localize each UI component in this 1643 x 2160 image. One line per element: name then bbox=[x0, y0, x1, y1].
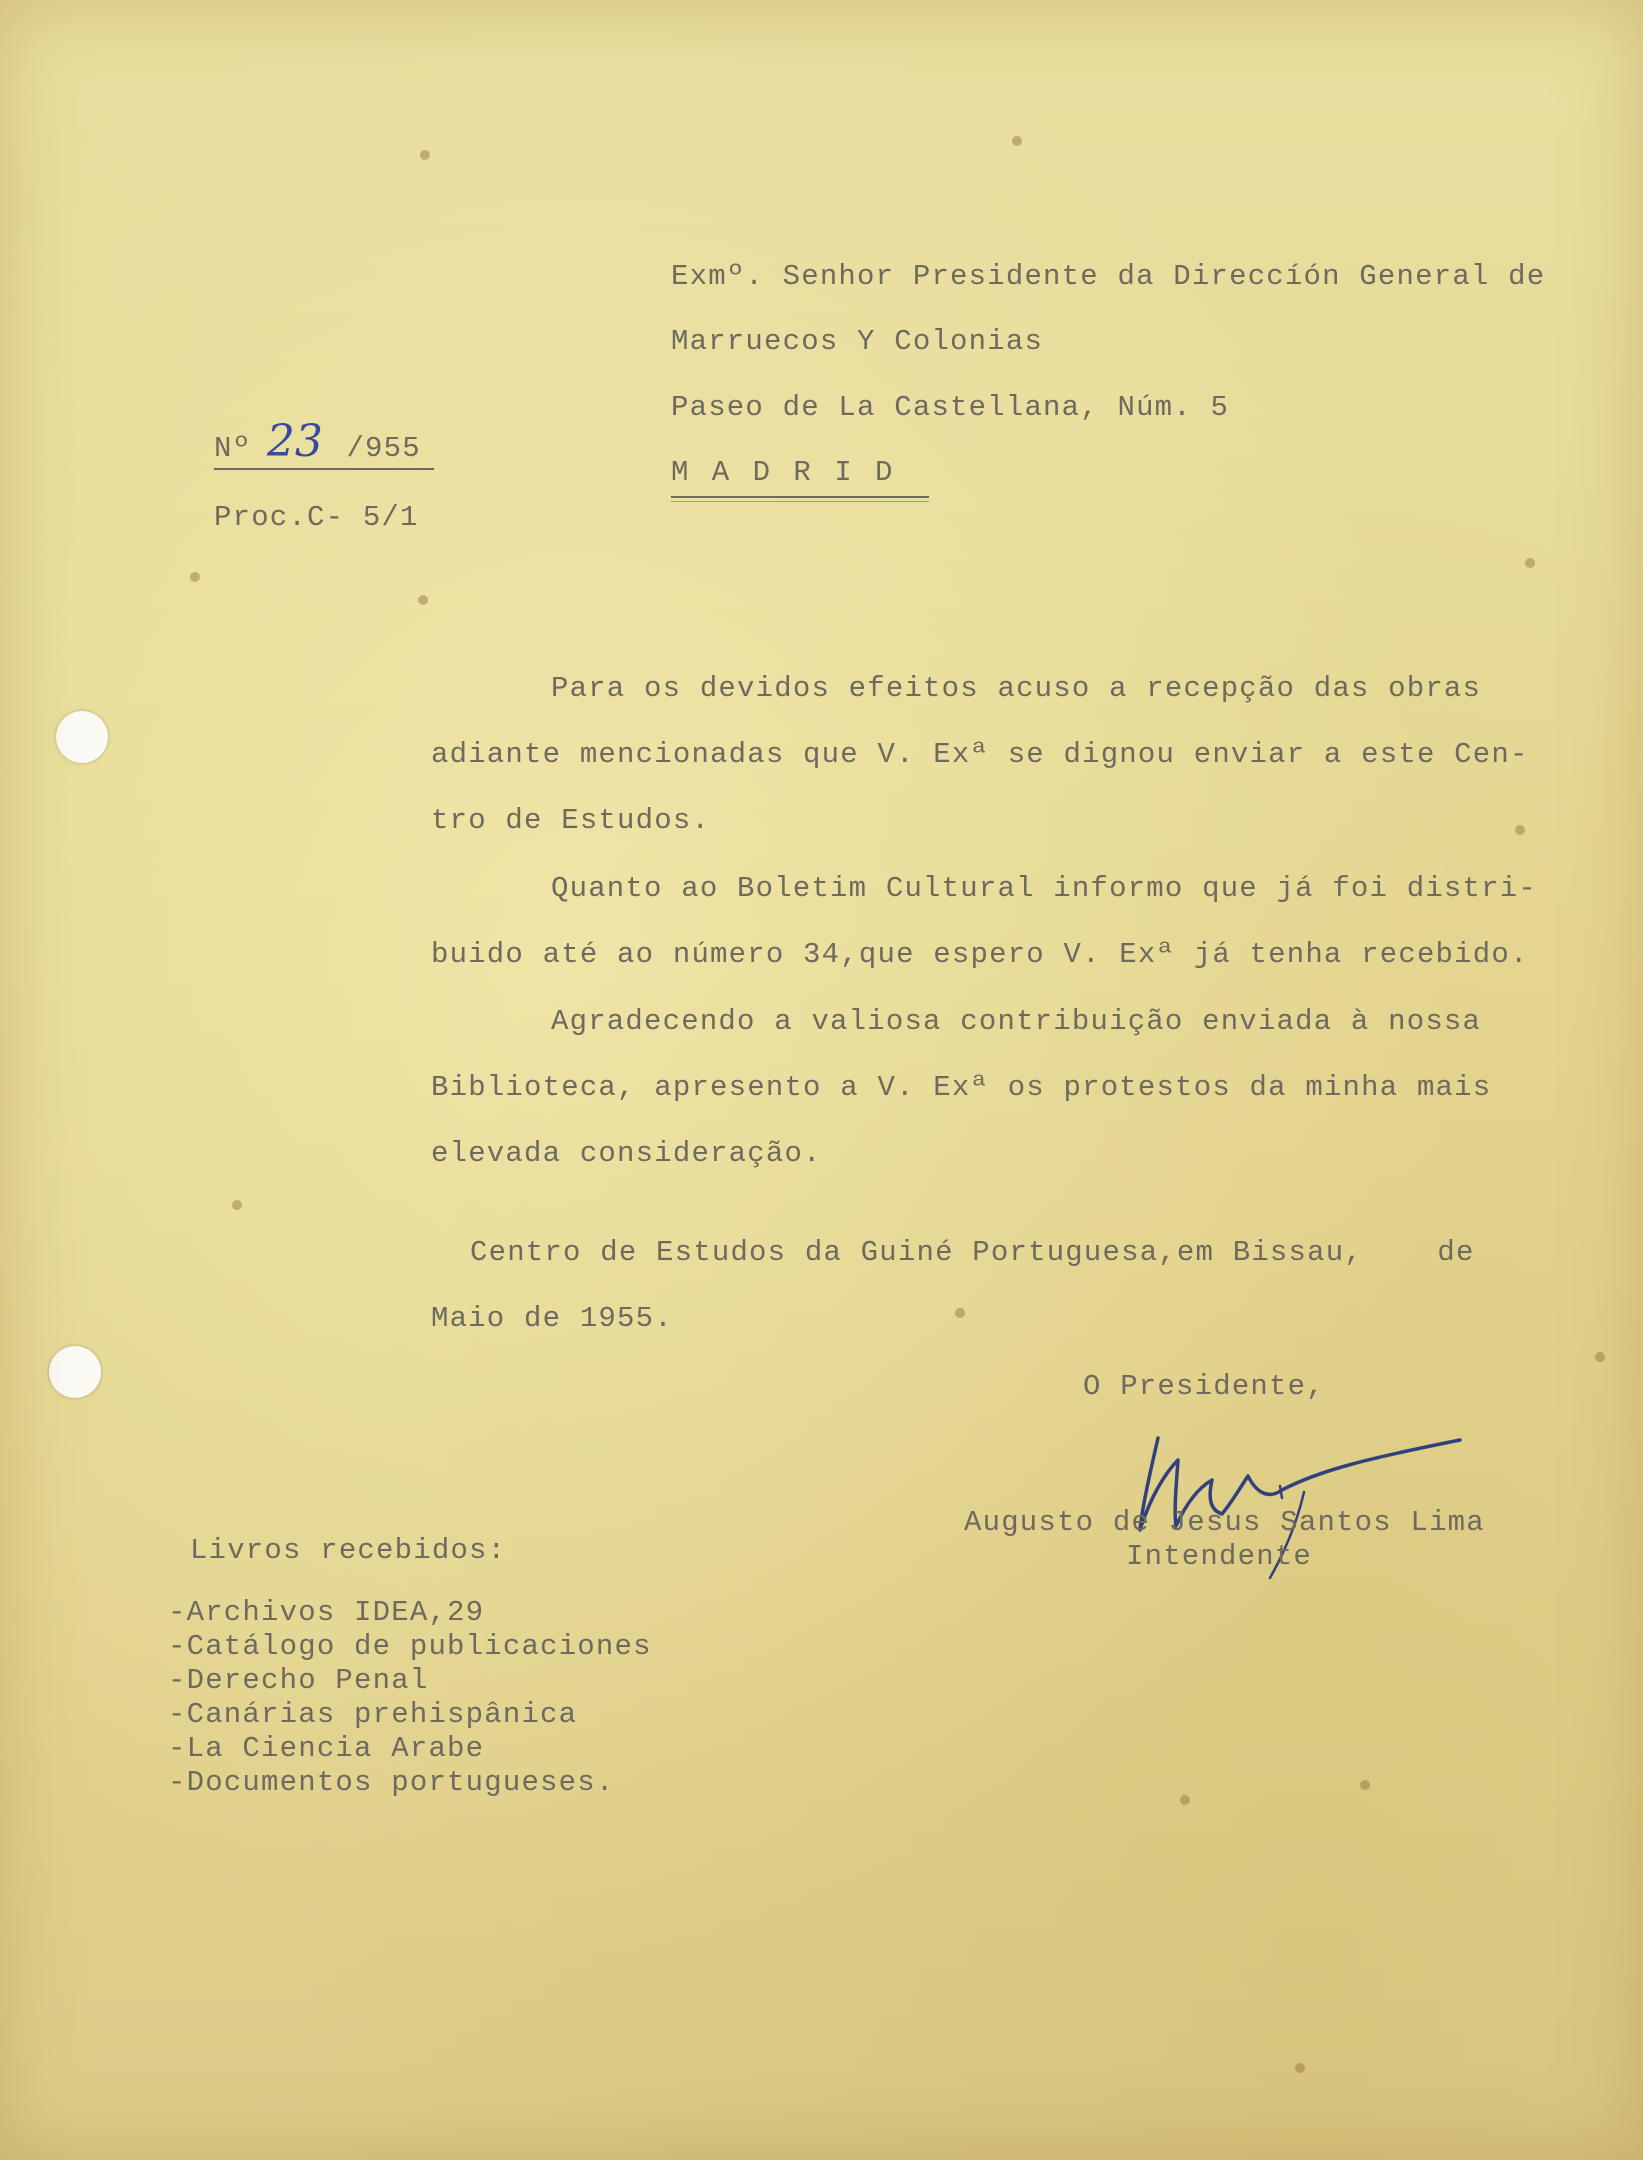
punch-hole-top bbox=[56, 711, 108, 763]
paragraph-1-line-1: Para os devidos efeitos acuso a recepção das obras bbox=[551, 672, 1482, 705]
book-item: -Derecho Penal bbox=[168, 1664, 429, 1697]
paper-stain bbox=[418, 595, 428, 605]
place-date-line-1: Centro de Estudos da Guiné Portuguesa,em Bissau, de bbox=[470, 1236, 1475, 1269]
paper-stain bbox=[1595, 1352, 1605, 1362]
paper-stain bbox=[955, 1308, 965, 1318]
punch-hole-bottom bbox=[49, 1346, 101, 1398]
paragraph-2-line-2: buido até ao número 34,que espero V. Exª já tenha recebido. bbox=[431, 938, 1529, 971]
city-underline bbox=[671, 496, 929, 498]
paper-stain bbox=[1360, 1780, 1370, 1790]
signatory-rank: Intendente bbox=[1126, 1540, 1313, 1573]
reference-number-prefix: Nº bbox=[214, 432, 252, 465]
paper-stain bbox=[420, 150, 430, 160]
signatory-name: Augusto de Jesus Santos Lima bbox=[964, 1506, 1485, 1539]
closing-title: O Presidente, bbox=[1083, 1370, 1325, 1403]
paper-stain bbox=[1525, 558, 1535, 568]
paper-stain bbox=[1180, 1795, 1190, 1805]
book-item: -Canárias prehispânica bbox=[168, 1698, 578, 1731]
reference-number-suffix: /955 bbox=[346, 432, 421, 465]
paper-stain bbox=[1515, 825, 1525, 835]
recipient-line-3: Paseo de La Castellana, Núm. 5 bbox=[671, 391, 1230, 424]
reference-number-handwritten: 23 bbox=[266, 416, 323, 467]
book-item: -Catálogo de publicaciones bbox=[168, 1630, 652, 1663]
book-item: -La Ciencia Arabe bbox=[168, 1732, 485, 1765]
recipient-line-1: Exmº. Senhor Presidente da Direccíón General de bbox=[671, 260, 1546, 293]
book-item: -Archivos IDEA,29 bbox=[168, 1596, 485, 1629]
recipient-city: M A D R I D bbox=[671, 456, 896, 489]
paragraph-3-line-2: Biblioteca, apresento a V. Exª os protestos da minha mais bbox=[431, 1071, 1492, 1104]
paragraph-2-line-1: Quanto ao Boletim Cultural informo que já foi distri- bbox=[551, 872, 1537, 905]
signature-accent bbox=[1280, 1486, 1282, 1498]
city-underline-2 bbox=[671, 501, 929, 502]
books-heading: Livros recebidos: bbox=[190, 1534, 507, 1567]
paragraph-3-line-3: elevada consideração. bbox=[431, 1137, 822, 1170]
reference-number bbox=[214, 416, 421, 467]
paragraph-3-line-1: Agradecendo a valiosa contribuição enviada à nossa bbox=[551, 1005, 1482, 1038]
paragraph-1-line-2: adiante mencionadas que V. Exª se dignou enviar a este Cen- bbox=[431, 738, 1529, 771]
books-list bbox=[168, 1598, 652, 1802]
paper-stain bbox=[1012, 136, 1022, 146]
reference-underline bbox=[214, 468, 434, 470]
paragraph-1-line-3: tro de Estudos. bbox=[431, 804, 711, 837]
book-item: -Documentos portugueses. bbox=[168, 1766, 615, 1799]
process-number: Proc.C- 5/1 bbox=[214, 501, 419, 534]
paper-stain bbox=[232, 1200, 242, 1210]
paper-stain bbox=[190, 572, 200, 582]
place-date-line-2: Maio de 1955. bbox=[431, 1302, 673, 1335]
paper-stain bbox=[1295, 2063, 1305, 2073]
recipient-line-2: Marruecos Y Colonias bbox=[671, 325, 1044, 358]
